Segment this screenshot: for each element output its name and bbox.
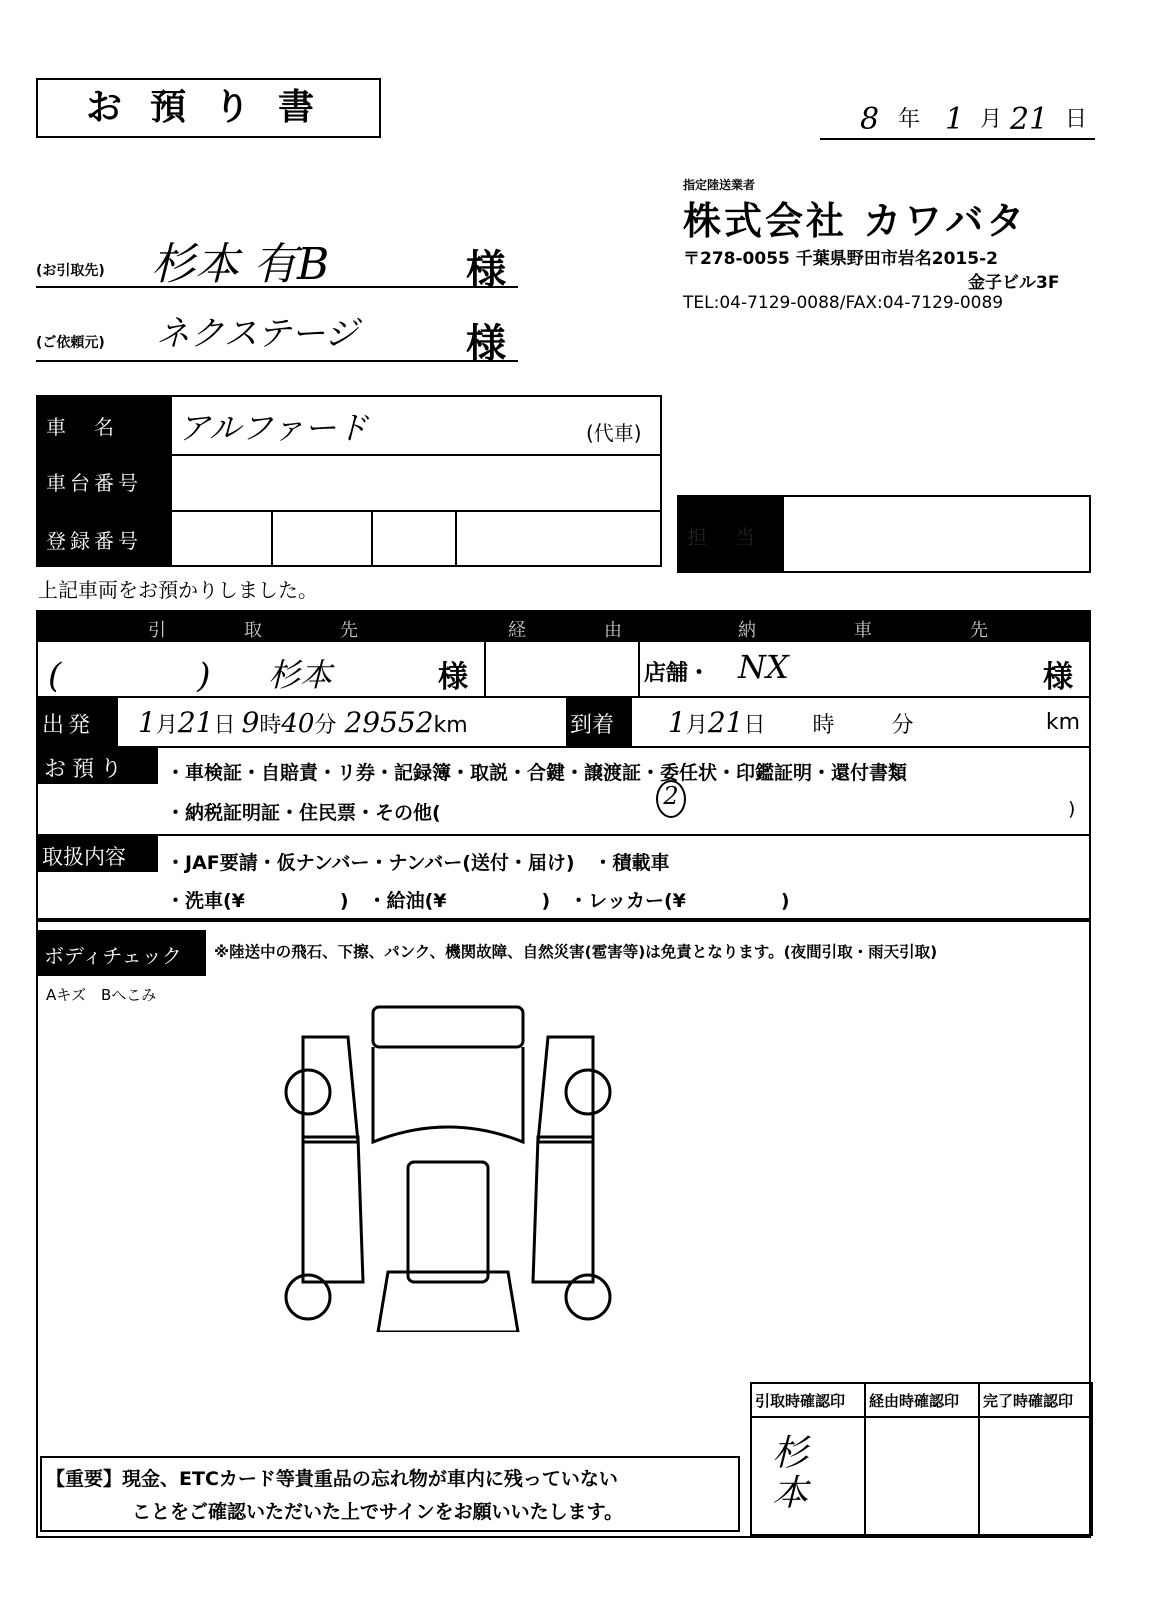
company-building: 金子ビル3F <box>968 273 1060 293</box>
to-name: NX <box>738 648 789 686</box>
dep-hour-unit: 時 <box>259 713 282 738</box>
company-designation: 指定陸送業者 <box>683 178 756 192</box>
body-check-label: ボディチェック <box>44 944 182 968</box>
body-check-section <box>36 920 1091 1538</box>
notice-line-1: 【重要】現金、ETCカード等貴重品の忘れ物が車内に残っていない <box>46 1468 618 1490</box>
requester-value: ネクステージ <box>156 314 359 354</box>
reg-label: 登録番号 <box>46 529 142 553</box>
from-name: 杉本 <box>268 656 333 694</box>
notice-line-2: ことをご確認いただいた上でサインをお願いいたします。 <box>132 1501 624 1523</box>
handling-items-1: ・JAF要請・仮ナンバー・ナンバー(送付・届け) ・積載車 <box>166 852 670 874</box>
arr-month: 1 <box>668 706 686 739</box>
confirm-text: 上記車両をお預かりしました。 <box>38 578 318 602</box>
date-year: 8 <box>860 102 880 137</box>
arrival-field <box>648 700 1088 746</box>
header-via: 経 由 <box>508 620 652 641</box>
day-unit: 日 <box>1065 107 1088 132</box>
stamp-header-pickup: 引取時確認印 <box>755 1392 846 1410</box>
chassis-label: 車台番号 <box>46 471 142 495</box>
arrival-label: 到着 <box>570 713 615 738</box>
arr-hour-unit: 時 <box>812 713 835 738</box>
stamp-header-complete: 完了時確認印 <box>983 1392 1074 1410</box>
document-title: お預り書 <box>36 78 381 138</box>
dep-day-unit: 日 <box>213 713 236 738</box>
from-paren: ( ) <box>48 656 211 696</box>
stamp-table <box>750 1382 1093 1536</box>
route-table <box>36 610 1091 920</box>
dep-km: 29552 <box>344 706 434 739</box>
dep-day: 21 <box>177 706 214 739</box>
company-contact: TEL:04-7129-0088/FAX:04-7129-0089 <box>683 293 1004 313</box>
substitute-label: (代車) <box>586 421 642 445</box>
date-day: 21 <box>1010 102 1049 137</box>
car-diagram <box>278 1002 618 1332</box>
pickup-value: 杉本 有B <box>151 239 330 290</box>
month-unit: 月 <box>980 107 1003 132</box>
dep-hour: 9 <box>241 706 260 739</box>
vehicle-name-label: 車 名 <box>46 415 118 439</box>
to-prefix: 店舗・ <box>644 661 711 686</box>
arr-month-unit: 月 <box>685 713 708 738</box>
requester-honorific: 様 <box>466 321 506 367</box>
requester-label: (ご依頼元) <box>36 335 105 351</box>
dep-month-unit: 月 <box>155 713 178 738</box>
company-name: 株式会社 カワバタ <box>683 199 1028 243</box>
header-from: 引 取 先 <box>148 620 388 641</box>
body-check-note: ※陸送中の飛石、下擦、パンク、機関故障、自然災害(雹害等)は免責となります。(夜間引取・雨天引取) <box>214 943 938 961</box>
arr-day-unit: 日 <box>743 713 766 738</box>
header-to: 納 車 先 <box>738 620 1028 641</box>
departure-field <box>118 700 568 746</box>
deposit-items-2: ・納税証明証・住民票・その他( <box>166 802 441 824</box>
arr-km-unit: km <box>1045 710 1080 735</box>
pickup-label: (お引取先) <box>36 263 105 279</box>
deposit-label: お預り <box>44 757 129 782</box>
dep-km-unit: km <box>433 713 468 738</box>
departure-label: 出発 <box>42 713 95 738</box>
dep-minute-unit: 分 <box>314 713 337 738</box>
date-month: 1 <box>945 102 965 137</box>
from-honorific: 様 <box>438 660 468 695</box>
staff-box <box>677 495 1091 573</box>
arr-minute-unit: 分 <box>891 713 914 738</box>
pickup-field <box>36 220 518 293</box>
important-notice <box>40 1456 740 1532</box>
pickup-honorific: 様 <box>466 247 506 293</box>
stamp-header-via: 経由時確認印 <box>869 1392 960 1410</box>
company-address: 〒278-0055 千葉県野田市岩名2015-2 <box>683 249 998 269</box>
requester-field <box>36 300 518 367</box>
to-honorific: 様 <box>1043 660 1073 695</box>
damage-legend: Aキズ Bへこみ <box>46 986 157 1004</box>
arr-day: 21 <box>707 706 744 739</box>
handling-label: 取扱内容 <box>42 845 126 869</box>
year-unit: 年 <box>898 107 921 132</box>
staff-label: 担 当 <box>679 497 784 571</box>
key-count-circled: 2 <box>656 780 686 818</box>
vehicle-name-value: アルファード <box>178 409 369 447</box>
vehicle-table <box>36 395 662 567</box>
document-date <box>820 100 1095 140</box>
deposit-close: ) <box>1068 798 1076 820</box>
dep-month: 1 <box>138 706 156 739</box>
stamp-pickup-signature: 杉本 <box>772 1433 809 1514</box>
handling-items-2: ・洗車(¥ ) ・給油(¥ ) ・レッカー(¥ ) <box>166 890 790 912</box>
deposit-items-1: ・車検証・自賠責・リ券・記録簿・取説・合鍵・譲渡証・委任状・印鑑証明・還付書類 <box>166 762 908 784</box>
dep-minute: 40 <box>281 709 315 739</box>
